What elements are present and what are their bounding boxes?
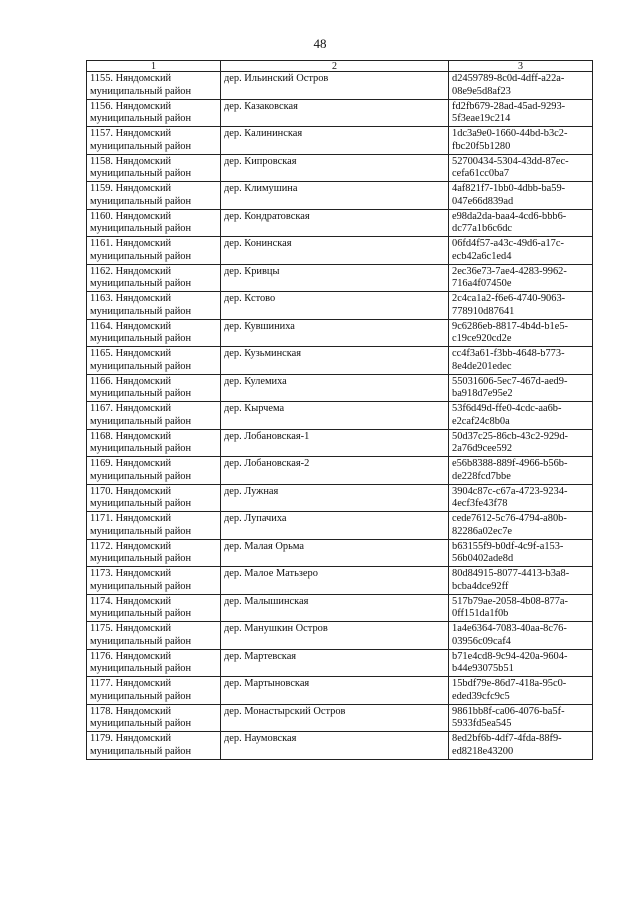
settlement-cell: дер. Малая Орьма	[221, 539, 449, 567]
district-cell: 1165. Няндомский муниципальный район	[87, 347, 221, 375]
settlement-cell: дер. Лупачиха	[221, 512, 449, 540]
table-row	[87, 319, 593, 347]
guid-cell: 517b79ae-2058-4b08-877a-0ff151da1f0b	[449, 594, 593, 622]
table-row	[87, 484, 593, 512]
table-row	[87, 512, 593, 540]
guid-cell: 3904c87c-c67a-4723-9234-4ecf3fe43f78	[449, 484, 593, 512]
guid-cell: 9c6286eb-8817-4b4d-b1e5-c19ce920cd2e	[449, 319, 593, 347]
table-header-row	[87, 61, 593, 72]
table-row	[87, 704, 593, 732]
table-row	[87, 127, 593, 155]
column-header: 1	[87, 61, 221, 72]
guid-cell: 50d37c25-86cb-43c2-929d-2a76d9cee592	[449, 429, 593, 457]
table-row	[87, 182, 593, 210]
table-row	[87, 594, 593, 622]
district-cell: 1159. Няндомский муниципальный район	[87, 182, 221, 210]
guid-cell: e56b8388-889f-4966-b56b-de228fcd7bbe	[449, 457, 593, 485]
settlement-cell: дер. Кувшиниха	[221, 319, 449, 347]
district-cell: 1156. Няндомский муниципальный район	[87, 99, 221, 127]
table-row	[87, 429, 593, 457]
district-cell: 1173. Няндомский муниципальный район	[87, 567, 221, 595]
column-header: 3	[449, 61, 593, 72]
table-row	[87, 154, 593, 182]
district-cell: 1168. Няндомский муниципальный район	[87, 429, 221, 457]
district-cell: 1155. Няндомский муниципальный район	[87, 72, 221, 100]
district-cell: 1172. Няндомский муниципальный район	[87, 539, 221, 567]
table-row	[87, 402, 593, 430]
guid-cell: 53f6d49d-ffe0-4cdc-aa6b-e2caf24c8b0a	[449, 402, 593, 430]
table-row	[87, 374, 593, 402]
guid-cell: fd2fb679-28ad-45ad-9293-5f3eae19c214	[449, 99, 593, 127]
settlement-registry-table	[86, 60, 593, 760]
settlement-cell: дер. Малышинская	[221, 594, 449, 622]
district-cell: 1175. Няндомский муниципальный район	[87, 622, 221, 650]
district-cell: 1166. Няндомский муниципальный район	[87, 374, 221, 402]
settlement-cell: дер. Конинская	[221, 237, 449, 265]
guid-cell: 1a4e6364-7083-40aa-8c76-03956c09caf4	[449, 622, 593, 650]
settlement-cell: дер. Казаковская	[221, 99, 449, 127]
district-cell: 1169. Няндомский муниципальный район	[87, 457, 221, 485]
guid-cell: 2ec36e73-7ae4-4283-9962-716a4f07450e	[449, 264, 593, 292]
guid-cell: d2459789-8c0d-4dff-a22a-08e9e5d8af23	[449, 72, 593, 100]
settlement-cell: дер. Климушина	[221, 182, 449, 210]
settlement-cell: дер. Мартыновская	[221, 677, 449, 705]
settlement-cell: дер. Кулемиха	[221, 374, 449, 402]
guid-cell: b71e4cd8-9c94-420a-9604-b44e93075b51	[449, 649, 593, 677]
district-cell: 1157. Няндомский муниципальный район	[87, 127, 221, 155]
district-cell: 1178. Няндомский муниципальный район	[87, 704, 221, 732]
column-header: 2	[221, 61, 449, 72]
settlement-cell: дер. Кипровская	[221, 154, 449, 182]
settlement-cell: дер. Кырчема	[221, 402, 449, 430]
district-cell: 1162. Няндомский муниципальный район	[87, 264, 221, 292]
table-row	[87, 539, 593, 567]
table-row	[87, 209, 593, 237]
guid-cell: b63155f9-b0df-4c9f-a153-56b0402ade8d	[449, 539, 593, 567]
settlement-cell: дер. Наумовская	[221, 732, 449, 760]
settlement-cell: дер. Кстово	[221, 292, 449, 320]
guid-cell: e98da2da-baa4-4cd6-bbb6-dc77a1b6c6dc	[449, 209, 593, 237]
guid-cell: 2c4ca1a2-f6e6-4740-9063-778910d87641	[449, 292, 593, 320]
settlement-cell: дер. Ильинский Остров	[221, 72, 449, 100]
settlement-cell: дер. Лобановская-1	[221, 429, 449, 457]
table-row	[87, 237, 593, 265]
settlement-cell: дер. Кривцы	[221, 264, 449, 292]
settlement-cell: дер. Кондратовская	[221, 209, 449, 237]
guid-cell: 1dc3a9e0-1660-44bd-b3c2-fbc20f5b1280	[449, 127, 593, 155]
table-row	[87, 567, 593, 595]
district-cell: 1174. Няндомский муниципальный район	[87, 594, 221, 622]
table-row	[87, 264, 593, 292]
table-row	[87, 649, 593, 677]
guid-cell: cc4f3a61-f3bb-4648-b773-8e4de201edec	[449, 347, 593, 375]
guid-cell: 55031606-5ec7-467d-aed9-ba918d7e95e2	[449, 374, 593, 402]
settlement-cell: дер. Монастырский Остров	[221, 704, 449, 732]
page-number: 48	[313, 36, 327, 51]
district-cell: 1179. Няндомский муниципальный район	[87, 732, 221, 760]
district-cell: 1161. Няндомский муниципальный район	[87, 237, 221, 265]
table-row	[87, 732, 593, 760]
table-row	[87, 457, 593, 485]
table-row	[87, 347, 593, 375]
guid-cell: cede7612-5c76-4794-a80b-82286a02ec7e	[449, 512, 593, 540]
guid-cell: 52700434-5304-43dd-87ec-cefa61cc0ba7	[449, 154, 593, 182]
guid-cell: 15bdf79e-86d7-418a-95c0-eded39cfc9c5	[449, 677, 593, 705]
district-cell: 1163. Няндомский муниципальный район	[87, 292, 221, 320]
district-cell: 1164. Няндомский муниципальный район	[87, 319, 221, 347]
settlement-cell: дер. Лужная	[221, 484, 449, 512]
district-cell: 1170. Няндомский муниципальный район	[87, 484, 221, 512]
district-cell: 1176. Няндомский муниципальный район	[87, 649, 221, 677]
settlement-cell: дер. Лобановская-2	[221, 457, 449, 485]
district-cell: 1158. Няндомский муниципальный район	[87, 154, 221, 182]
settlement-cell: дер. Мартевская	[221, 649, 449, 677]
guid-cell: 4af821f7-1bb0-4dbb-ba59-047e66d839ad	[449, 182, 593, 210]
guid-cell: 9861bb8f-ca06-4076-ba5f-5933fd5ea545	[449, 704, 593, 732]
district-cell: 1177. Няндомский муниципальный район	[87, 677, 221, 705]
district-cell: 1171. Няндомский муниципальный район	[87, 512, 221, 540]
table-row	[87, 677, 593, 705]
guid-cell: 80d84915-8077-4413-b3a8-bcba4dce92ff	[449, 567, 593, 595]
table-row	[87, 72, 593, 100]
table-row	[87, 99, 593, 127]
settlement-cell: дер. Калининская	[221, 127, 449, 155]
table-row	[87, 292, 593, 320]
table-row	[87, 622, 593, 650]
guid-cell: 06fd4f57-a43c-49d6-a17c-ecb42a6c1ed4	[449, 237, 593, 265]
settlement-cell: дер. Манушкин Остров	[221, 622, 449, 650]
guid-cell: 8ed2bf6b-4df7-4fda-88f9-ed8218e43200	[449, 732, 593, 760]
settlement-cell: дер. Малое Матьзеро	[221, 567, 449, 595]
district-cell: 1167. Няндомский муниципальный район	[87, 402, 221, 430]
settlement-cell: дер. Кузьминская	[221, 347, 449, 375]
district-cell: 1160. Няндомский муниципальный район	[87, 209, 221, 237]
